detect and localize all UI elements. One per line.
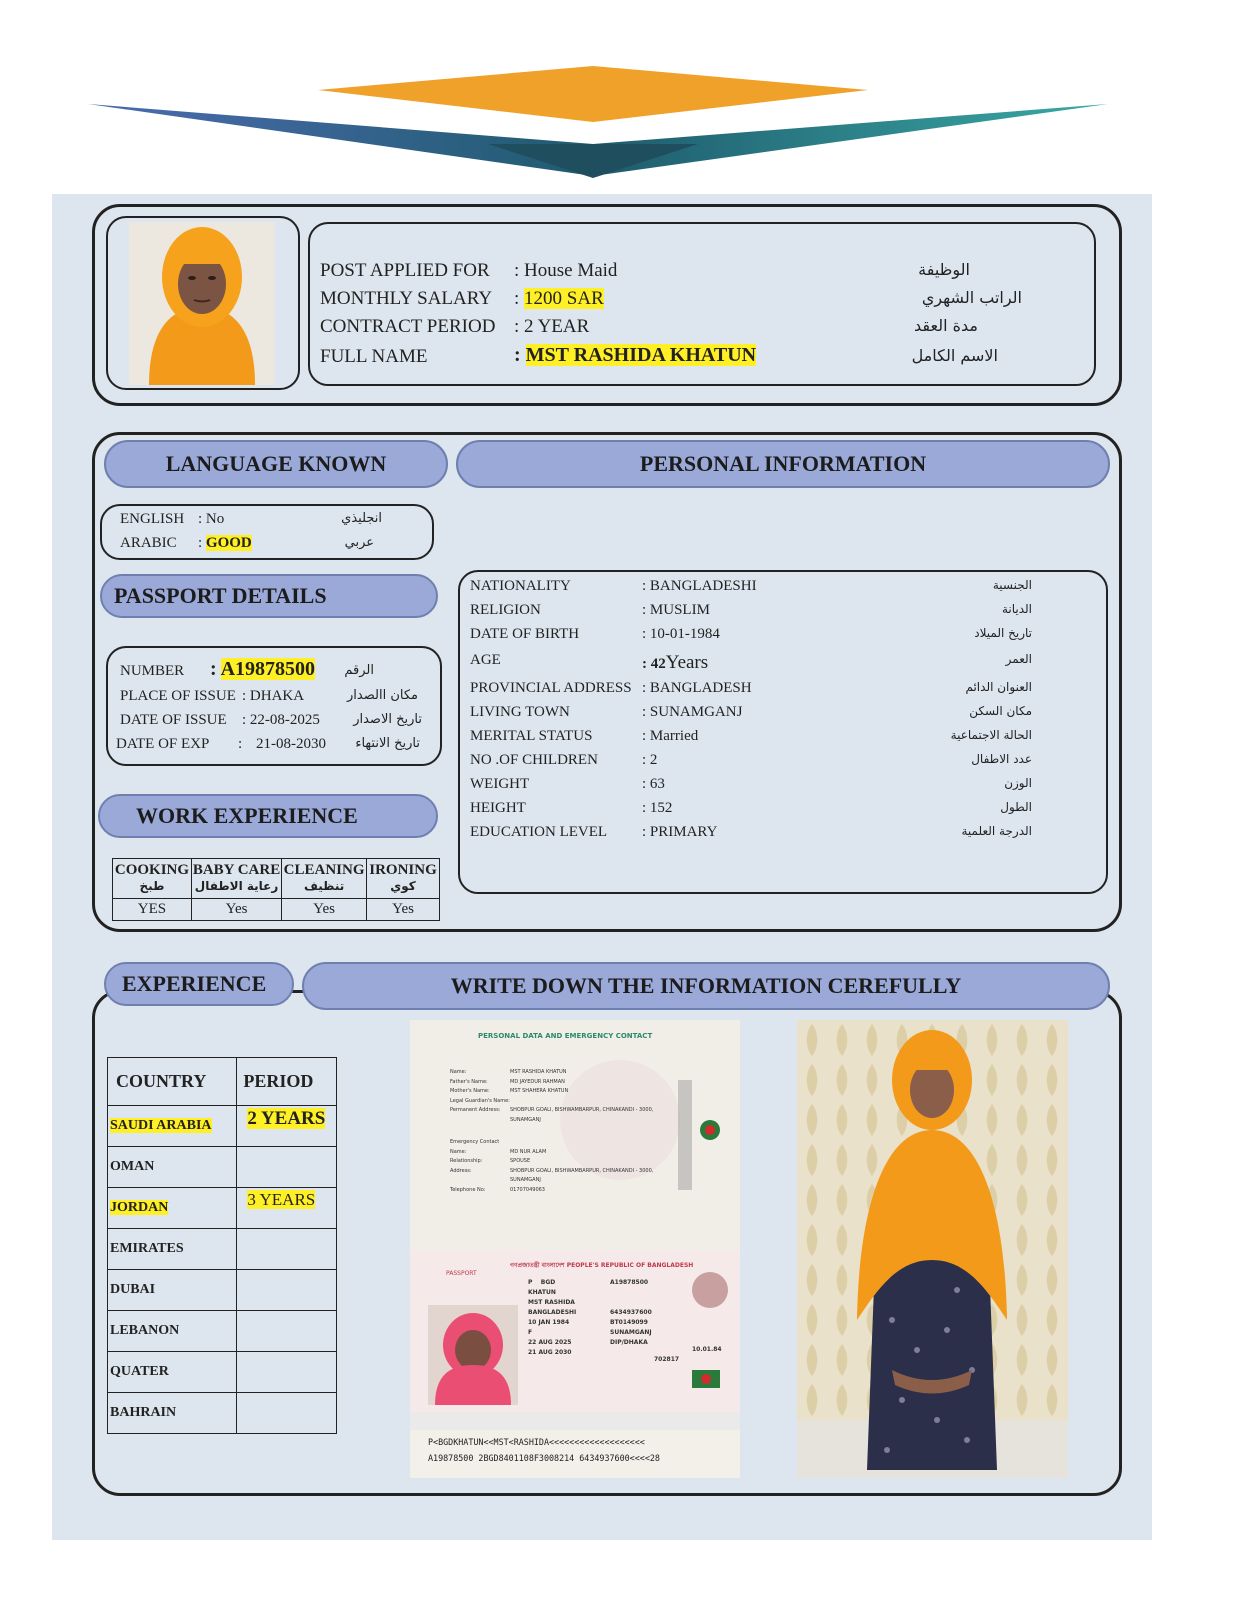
personal-value <box>642 578 757 595</box>
full-body-photo <box>797 1020 1068 1478</box>
post-applied-arabic: الوظيفة <box>918 260 970 279</box>
experience-table <box>107 1057 337 1434</box>
personal-value-text: : 10-01-1984 <box>642 626 720 642</box>
experience-col-period: PERIOD <box>237 1058 337 1106</box>
experience-country-text: LEBANON <box>110 1323 180 1338</box>
experience-country <box>108 1270 237 1311</box>
experience-country <box>108 1393 237 1434</box>
scan-code: BGD <box>540 1279 556 1286</box>
personal-arabic: تاريخ الميلاد <box>974 626 1032 640</box>
work-value-baby-care: Yes <box>191 899 281 921</box>
experience-country-text: QUATER <box>110 1364 169 1379</box>
place-of-issue-value: : DHAKA <box>242 688 305 704</box>
scan-emerg-rel-label: Relationship: <box>450 1158 483 1164</box>
write-down-header <box>302 962 1110 1010</box>
experience-row <box>108 1393 337 1434</box>
scan-val-address: SHOBPUR GOALI, BISHWAMBARPUR, CHINAKANDI - 3000, SUNAMGANJ <box>510 1107 654 1123</box>
experience-title: EXPERIENCE <box>122 971 267 996</box>
experience-period-text: 3 YEARS <box>247 1190 316 1209</box>
experience-country <box>108 1147 237 1188</box>
personal-label: AGE <box>470 652 501 668</box>
personal-arabic: الحالة الاجتماعية <box>950 728 1032 742</box>
experience-col-country: COUNTRY <box>108 1058 237 1106</box>
personal-value <box>642 728 698 745</box>
personal-value-unit: Years <box>665 652 709 673</box>
banner-graphic <box>48 48 1152 194</box>
personal-value-text: : SUNAMGANJ <box>642 704 743 720</box>
personal-value-text: : 63 <box>642 776 665 792</box>
scan-birthplace: SUNAMGANJ <box>610 1329 652 1336</box>
scan-mrz-line1: P<BGDKHATUN<<MST<RASHIDA<<<<<<<<<<<<<<<<<<< <box>428 1437 645 1447</box>
personal-value <box>642 800 672 817</box>
scan-emerg-name: MD NUR ALAM <box>510 1148 547 1155</box>
passport-number-label: NUMBER <box>120 663 185 679</box>
scan-emerg-name-label: Name: <box>450 1148 467 1155</box>
personal-arabic: الديانة <box>1001 602 1032 616</box>
experience-period <box>237 1229 337 1270</box>
personal-label: WEIGHT <box>470 776 530 792</box>
personal-value <box>642 824 717 841</box>
experience-row <box>108 1311 337 1352</box>
salary-value: 1200 SAR <box>524 288 604 309</box>
work-experience-title: WORK EXPERIENCE <box>136 803 358 828</box>
name-colon: : <box>514 344 521 366</box>
personal-arabic: الجنسية <box>992 578 1032 592</box>
personal-arabic: الدرجة العلمية <box>961 824 1032 838</box>
experience-row <box>108 1352 337 1393</box>
experience-country-text: OMAN <box>110 1159 155 1174</box>
scan-issue: 22 AUG 2025 <box>528 1339 572 1346</box>
personal-label: PROVINCIAL ADDRESS <box>470 680 632 696</box>
scan-field-address: Permanent Address: <box>450 1107 501 1113</box>
scan-top-heading: PERSONAL DATA AND EMERGENCY CONTACT <box>478 1032 653 1040</box>
scan-sex: F <box>528 1329 533 1336</box>
english-label: ENGLISH <box>120 511 185 527</box>
name-label: FULL NAME <box>320 346 428 367</box>
contract-arabic: مدة العقد <box>914 316 978 335</box>
work-col-cleaning: CLEANING تنظيف <box>282 859 367 899</box>
date-of-issue-value: : 22-08-2025 <box>242 712 320 728</box>
scan-date-right: 10.01.84 <box>692 1346 722 1353</box>
scan-val-name: MST RASHIDA KHATUN <box>510 1069 567 1075</box>
personal-value-text: : Married <box>642 728 699 744</box>
experience-header <box>104 962 294 1006</box>
scan-passport-no: A19878500 <box>610 1279 649 1286</box>
salary-arabic: الراتب الشهري <box>921 288 1022 307</box>
scan-surname: KHATUN <box>528 1289 556 1296</box>
contract-value: : 2 YEAR <box>514 316 590 337</box>
experience-period <box>237 1188 337 1229</box>
experience-period <box>237 1393 337 1434</box>
language-known-title: LANGUAGE KNOWN <box>165 451 387 476</box>
personal-arabic: عدد الاطفال <box>971 752 1032 766</box>
scan-emerg-label: Emergency Contact <box>450 1139 500 1145</box>
scan-nationality: BANGLADESHI <box>528 1309 577 1316</box>
scan-emerg-addr: SHOBPUR GOALI, BISHWAMBARPUR, CHINAKANDI - 3000, SUNAMGANJ <box>510 1167 654 1183</box>
personal-label: EDUCATION LEVEL <box>470 824 608 840</box>
personal-value-text: : BANGLADESH <box>642 680 752 696</box>
personal-label: LIVING TOWN <box>470 704 570 720</box>
place-of-issue-arabic: مكان االصدار <box>347 688 418 703</box>
salary-colon: : <box>514 288 520 309</box>
scan-emerg-addr-label: Address: <box>450 1167 472 1174</box>
personal-value <box>642 652 708 674</box>
work-col-cooking: COOKING طبخ <box>113 859 192 899</box>
experience-country-text: DUBAI <box>110 1282 156 1297</box>
experience-period <box>237 1270 337 1311</box>
passport-details-title: PASSPORT DETAILS <box>114 583 327 608</box>
header-banner <box>48 48 1152 194</box>
scan-personal-no: 6434937600 <box>610 1309 652 1316</box>
scan-field-mother: Mother's Name: <box>450 1088 490 1094</box>
work-value-ironing: Yes <box>367 899 440 921</box>
experience-country-text: JORDAN <box>110 1200 169 1215</box>
arabic-label: ARABIC <box>120 535 177 551</box>
personal-label: DATE OF BIRTH <box>470 626 580 642</box>
passport-number-colon: : <box>210 658 217 680</box>
work-experience-header <box>98 794 438 838</box>
date-of-exp-arabic: تاريخ الانتهاء <box>355 736 420 751</box>
experience-row <box>108 1106 337 1147</box>
experience-period <box>237 1311 337 1352</box>
experience-period <box>237 1106 337 1147</box>
personal-value-text: : BANGLADESHI <box>642 578 757 594</box>
experience-country <box>108 1229 237 1270</box>
experience-country <box>108 1188 237 1229</box>
scan-expiry: 21 AUG 2030 <box>528 1349 572 1356</box>
english-arabic: انجليذي <box>341 511 382 526</box>
experience-period <box>237 1352 337 1393</box>
personal-value <box>642 752 657 769</box>
arabic-arabic: عربي <box>344 535 374 550</box>
experience-period <box>237 1147 337 1188</box>
personal-value <box>642 680 752 697</box>
candidate-photo <box>129 222 275 385</box>
date-of-exp-colon: : <box>238 736 243 752</box>
personal-arabic: الطول <box>1000 800 1032 814</box>
personal-value-text: : PRIMARY <box>642 824 718 840</box>
scan-type: P <box>528 1279 533 1286</box>
scan-emerg-rel: SPOUSE <box>510 1158 531 1164</box>
salary-label: MONTHLY SALARY <box>320 288 493 309</box>
personal-info-title: PERSONAL INFORMATION <box>639 451 927 476</box>
personal-value <box>642 602 710 619</box>
scan-mrz-line2: A19878500 2BGD8401108F3008214 6434937600<<<<28 <box>428 1453 660 1463</box>
scan-code-right: 702817 <box>654 1356 680 1363</box>
scan-emerg-tel: 01707049063 <box>510 1186 545 1193</box>
passport-details-header <box>100 574 438 618</box>
scan-authority: DIP/DHAKA <box>610 1339 648 1346</box>
scan-emerg-tel-label: Telephone No: <box>450 1186 486 1193</box>
experience-country <box>108 1352 237 1393</box>
scan-country-header: গণপ্রজাতন্ত্রী বাংলাদেশ PEOPLE'S REPUBLIC OF BANGLADESH <box>510 1262 694 1269</box>
personal-value-text: : 42 <box>642 656 666 672</box>
personal-value <box>642 776 665 793</box>
passport-scan <box>410 1020 740 1478</box>
personal-value-text: : MUSLIM <box>642 602 710 618</box>
work-value-cleaning: Yes <box>282 899 367 921</box>
personal-value <box>642 704 742 721</box>
work-value-cooking: YES <box>113 899 192 921</box>
scan-field-guardian: Legal Guardian's Name: <box>450 1097 510 1104</box>
scan-dob: 10 JAN 1984 <box>528 1319 570 1326</box>
name-arabic: الاسم الكامل <box>911 346 998 365</box>
personal-value <box>642 626 720 643</box>
scan-prev-no: BT0149099 <box>610 1319 648 1326</box>
personal-label: NO .OF CHILDREN <box>470 752 598 768</box>
experience-row <box>108 1270 337 1311</box>
personal-label: HEIGHT <box>470 800 526 816</box>
personal-label: NATIONALITY <box>470 578 571 594</box>
personal-info-header <box>456 440 1110 488</box>
passport-number-arabic: الرقم <box>344 663 374 678</box>
date-of-issue-label: DATE OF ISSUE <box>120 712 227 728</box>
personal-arabic: الوزن <box>1004 776 1032 790</box>
personal-value-text: : 152 <box>642 800 673 816</box>
personal-value-text: : 2 <box>642 752 658 768</box>
work-col-baby-care: BABY CARE رعاية الاطفال <box>191 859 281 899</box>
experience-period-text: 2 YEARS <box>247 1108 326 1129</box>
scan-val-mother: MST SHAHERA KHATUN <box>510 1088 569 1094</box>
experience-country-text: BAHRAIN <box>110 1405 177 1420</box>
scan-passport-word: PASSPORT <box>446 1270 477 1277</box>
date-of-issue-arabic: تاريخ الاصدار <box>353 712 422 727</box>
experience-country <box>108 1106 237 1147</box>
contract-label: CONTRACT PERIOD <box>320 316 496 337</box>
work-experience-table <box>112 858 440 921</box>
scan-field-name: Name: <box>450 1069 467 1075</box>
place-of-issue-label: PLACE OF ISSUE <box>120 688 236 704</box>
passport-number-value: A19878500 <box>220 658 316 680</box>
personal-arabic: مكان السكن <box>969 704 1032 718</box>
arabic-colon: : <box>198 535 203 551</box>
personal-arabic: العمر <box>1005 652 1032 666</box>
personal-arabic: العنوان الدائم <box>965 680 1032 694</box>
experience-row <box>108 1188 337 1229</box>
experience-country-text: SAUDI ARABIA <box>110 1118 212 1133</box>
scan-field-father: Father's Name: <box>450 1078 488 1085</box>
experience-country <box>108 1311 237 1352</box>
personal-label: MERITAL STATUS <box>470 728 593 744</box>
scan-given: MST RASHIDA <box>528 1299 575 1306</box>
personal-label: RELIGION <box>470 602 541 618</box>
experience-row <box>108 1147 337 1188</box>
post-applied-label: POST APPLIED FOR <box>320 260 490 281</box>
experience-row <box>108 1229 337 1270</box>
arabic-value: GOOD <box>205 535 252 551</box>
name-value: MST RASHIDA KHATUN <box>525 344 757 366</box>
experience-country-text: EMIRATES <box>110 1241 184 1256</box>
scan-val-father: MD JAYEDUR RAHMAN <box>510 1078 565 1085</box>
date-of-exp-value: 21-08-2030 <box>256 736 326 752</box>
language-known-header <box>104 440 448 488</box>
date-of-exp-label: DATE OF EXP <box>116 736 210 752</box>
post-applied-value: : House Maid <box>514 260 618 281</box>
write-down-note: WRITE DOWN THE INFORMATION CEREFULLY <box>450 973 962 998</box>
english-value: : No <box>198 511 225 527</box>
work-col-ironing: IRONING كوي <box>367 859 440 899</box>
